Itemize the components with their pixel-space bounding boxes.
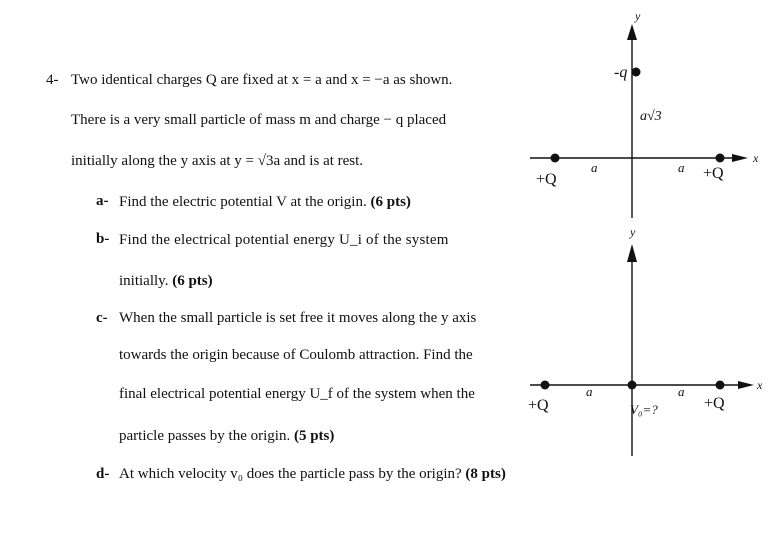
figure-top — [530, 9, 759, 218]
top-x-label: x — [753, 151, 759, 165]
bottom-x-arrowhead — [738, 381, 754, 389]
bottom-right-charge-label: +Q — [704, 395, 725, 412]
top-right-charge-label: +Q — [703, 165, 724, 182]
bottom-left-charge-label: +Q — [528, 397, 549, 414]
top-x-arrowhead — [732, 154, 748, 162]
part-c-line-4: particle passes by the origin. — [119, 428, 291, 444]
part-c-line-3: final electrical potential energy U_f of the system when the — [119, 386, 475, 402]
part-b-line-1: Find the electrical potential energy U_i of the system — [119, 232, 449, 248]
part-c-points: (5 pts) — [293, 428, 335, 444]
part-d-label: d- — [96, 466, 110, 482]
top-y-label: y — [635, 9, 641, 23]
top-particle-dot — [632, 68, 641, 77]
bottom-y-arrowhead — [627, 244, 637, 262]
top-left-charge-label: +Q — [536, 171, 557, 188]
bottom-left-charge-dot — [541, 381, 550, 390]
part-a-label: a- — [96, 193, 109, 209]
part-a-points: (6 pts) — [370, 194, 411, 210]
intro-line-1: Two identical charges Q are fixed at x = a and x = −a as shown. — [71, 72, 453, 88]
bottom-y-label: y — [630, 225, 636, 239]
top-left-charge-dot — [551, 154, 560, 163]
part-c-line-1: When the small particle is set free it moves along the y axis — [119, 310, 477, 326]
part-a-line-1: Find the electric potential V at the origin. — [119, 194, 367, 210]
part-c-line-2: towards the origin because of Coulomb attraction. Find the — [119, 347, 473, 363]
part-b-points: (6 pts) — [172, 273, 213, 289]
bottom-velocity-label: V₀=? — [630, 402, 658, 417]
top-y-arrowhead — [627, 24, 637, 40]
top-height-label: a√3 — [640, 109, 662, 124]
top-right-distance: a — [678, 160, 685, 175]
top-left-distance: a — [591, 160, 598, 175]
part-b-label: b- — [96, 231, 110, 247]
part-d-line-1: At which velocity v₀ does the particle pass by the origin? — [119, 466, 462, 482]
problem-number: 4- — [46, 72, 59, 88]
top-charge-label: -q — [614, 64, 628, 81]
part-c-label: c- — [96, 310, 108, 326]
bottom-right-charge-dot — [716, 381, 725, 390]
intro-line-2: There is a very small particle of mass m and charge − q placed — [71, 112, 447, 128]
top-right-charge-dot — [716, 154, 725, 163]
intro-line-3: initially along the y axis at y = √3a and is at rest. — [71, 153, 364, 169]
bottom-x-label: x — [757, 378, 763, 392]
figure-bottom — [528, 225, 763, 456]
bottom-origin-particle-dot — [628, 381, 637, 390]
bottom-right-distance: a — [678, 384, 685, 399]
part-d-points: (8 pts) — [465, 466, 506, 482]
part-b-line-2: initially. — [119, 273, 169, 289]
bottom-left-distance: a — [586, 384, 593, 399]
